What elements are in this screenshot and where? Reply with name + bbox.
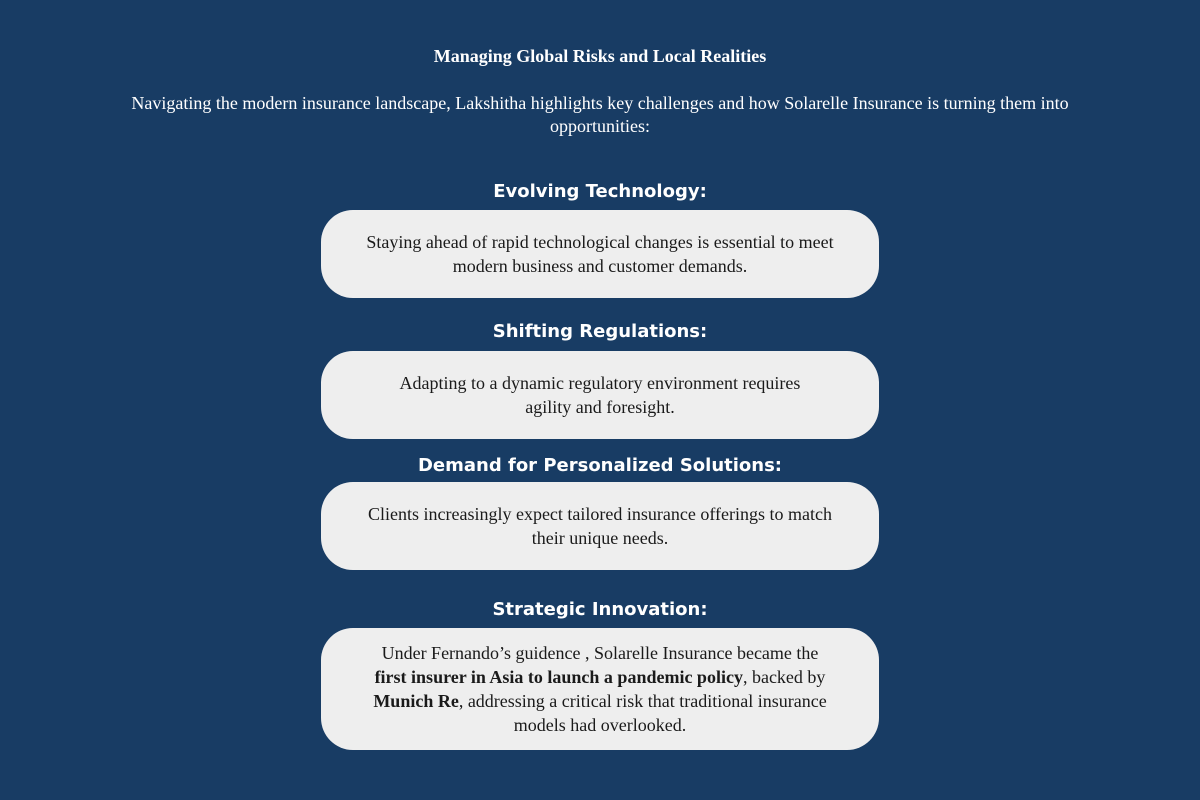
page-title: Managing Global Risks and Local Realities (433, 46, 767, 66)
section-heading-strategic-innovation: Strategic Innovation: (492, 599, 708, 620)
card-evolving-technology (321, 210, 879, 298)
card-text: Clients increasingly expect tailored insurance offerings to match their unique needs. (367, 504, 833, 548)
card-strategic-innovation (321, 628, 879, 750)
card-text (369, 641, 831, 737)
card-text-part: , backed by (742, 667, 826, 687)
card-text-part: , addressing a critical risk that traditional insurance models had overlooked. (458, 691, 827, 735)
section-heading-evolving-technology: Evolving Technology: (493, 181, 707, 202)
card-shifting-regulations (321, 351, 879, 439)
card-text-part: Under Fernando’s guidence , Solarelle Insurance became the (381, 643, 819, 663)
card-text-highlight: first insurer in Asia to launch a pandemic policy (374, 667, 743, 687)
card-text-highlight: Munich Re (373, 691, 459, 711)
intro-paragraph: Navigating the modern insurance landscape, Lakshitha highlights key challenges and how Solarelle Insurance is turning them into opportunities: (131, 93, 1069, 136)
section-heading-personalized-solutions: Demand for Personalized Solutions: (417, 455, 783, 476)
card-text: Staying ahead of rapid technological changes is essential to meet modern business and customer demands. (366, 232, 834, 276)
card-personalized-solutions (321, 482, 879, 570)
section-heading-shifting-regulations: Shifting Regulations: (492, 321, 708, 342)
card-text: Adapting to a dynamic regulatory environment requires agility and foresight. (399, 373, 801, 417)
